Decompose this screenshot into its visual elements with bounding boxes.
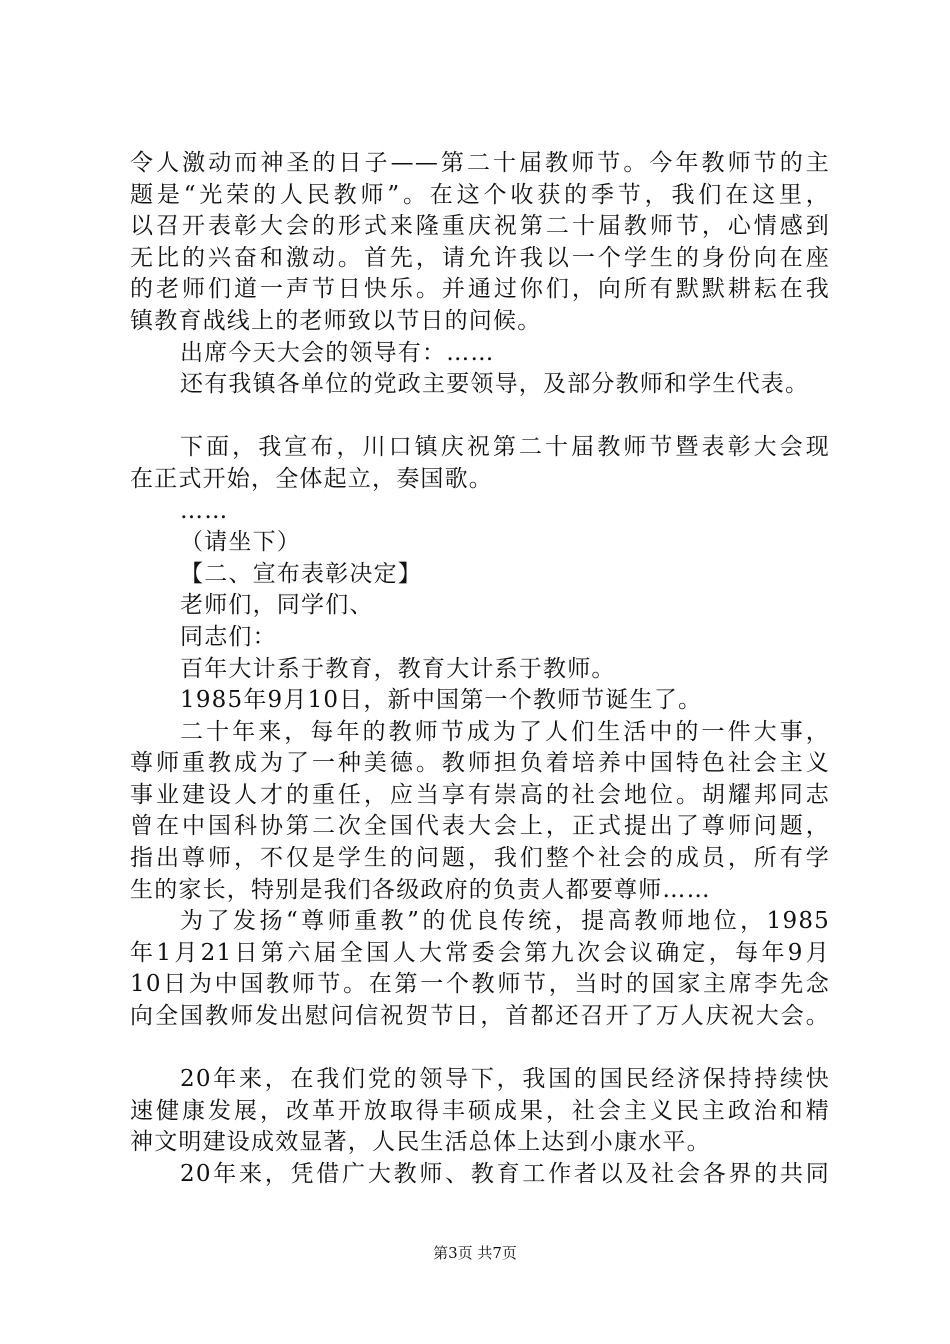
text-line: 在正式开始，全体起立，奏国歌。 — [130, 465, 493, 492]
text-line: 尊师重教成为了一种美德。教师担负着培养中国特色社会主义 — [130, 750, 830, 777]
text-line: 镇教育战线上的老师致以节日的问候。 — [130, 307, 542, 334]
text-line: 向全国教师发出慰问信祝贺节日，首都还召开了万人庆祝大会。 — [130, 1003, 830, 1030]
text-line: 生的家长，特别是我们各级政府的负责人都要尊师…… — [130, 876, 711, 903]
text-line: 的老师们道一声节日快乐。并通过你们，向所有默默耕耘在我 — [130, 276, 830, 303]
document-body — [130, 148, 830, 1191]
text-line: 老师们，同学们、 — [180, 592, 374, 619]
text-line: 10日为中国教师节。在第一个教师节，当时的国家主席李先念 — [130, 971, 830, 998]
text-line: 曾在中国科协第二次全国代表大会上，正式提出了尊师问题， — [130, 813, 830, 840]
text-line: 出席今天大会的领导有：…… — [180, 339, 495, 366]
text-line: 20年来，凭借广大教师、教育工作者以及社会各界的共同 — [180, 1161, 830, 1187]
blank-line — [130, 401, 830, 433]
text-line: 还有我镇各单位的党政主要领导，及部分教师和学生代表。 — [180, 371, 810, 398]
blank-line — [130, 1033, 830, 1065]
page-number: 第3页 共7页 — [433, 1244, 517, 1262]
text-line: 题是“光荣的人民教师”。在这个收获的季节，我们在这里， — [130, 181, 830, 208]
text-line: 为了发扬“尊师重教”的优良传统，提高教师地位，1985 — [180, 908, 830, 935]
text-line: 以召开表彰大会的形式来隆重庆祝第二十届教师节，心情感到 — [130, 213, 830, 240]
text-line: 百年大计系于教育，教育大计系于教师。 — [180, 655, 616, 682]
text-line: …… — [180, 497, 229, 524]
text-line: 下面，我宣布，川口镇庆祝第二十届教师节暨表彰大会现 — [180, 434, 830, 461]
text-line: 年1月21日第六届全国人大常委会第九次会议确定，每年9月 — [130, 939, 830, 966]
text-line: 20年来，在我们党的领导下，我国的国民经济保持持续快 — [180, 1066, 830, 1093]
text-line: 神文明建设成效显著，人民生活总体上达到小康水平。 — [130, 1129, 711, 1156]
text-line: 1985年9月10日，新中国第一个教师节诞生了。 — [180, 687, 703, 714]
text-line: 令人激动而神圣的日子——第二十届教师节。今年教师节的主 — [130, 150, 830, 176]
text-line: 二十年来，每年的教师节成为了人们生活中的一件大事， — [180, 718, 830, 745]
text-line: 指出尊师，不仅是学生的问题，我们整个社会的成员，所有学 — [130, 845, 830, 872]
text-line: 速健康发展，改革开放取得丰硕成果，社会主义民主政治和精 — [130, 1097, 830, 1124]
text-line: 同志们： — [180, 623, 277, 650]
text-line: （请坐下） — [180, 529, 301, 556]
text-line: 事业建设人才的重任，应当享有崇高的社会地位。胡耀邦同志 — [130, 781, 830, 808]
text-line: 无比的兴奋和激动。首先，请允许我以一个学生的身份向在座 — [130, 244, 830, 271]
page-footer — [0, 1242, 950, 1263]
text-line: 【二、宣布表彰决定】 — [180, 560, 422, 587]
